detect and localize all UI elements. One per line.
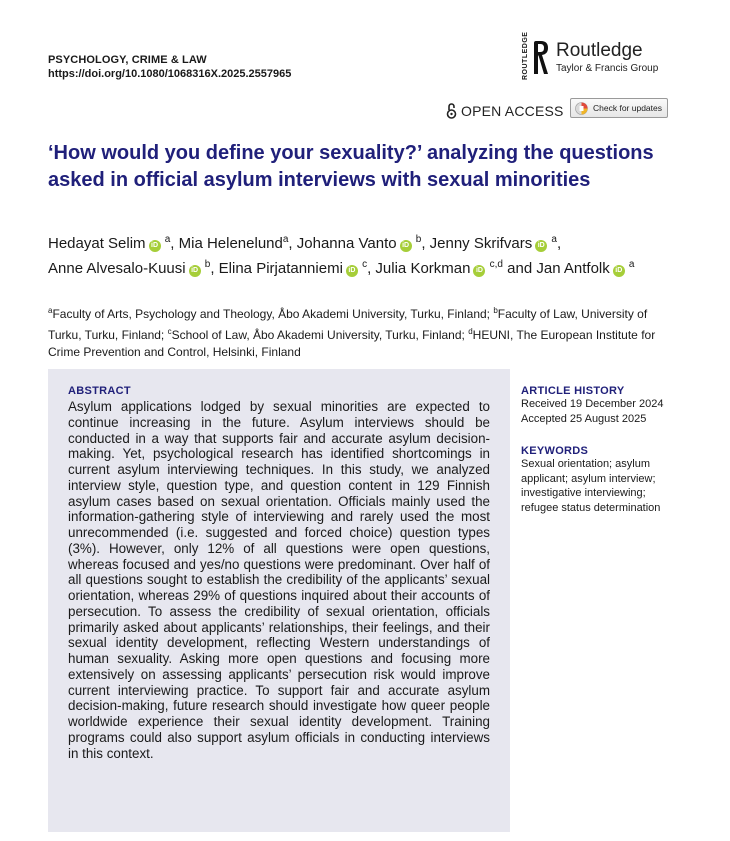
author-affiliation-mark: b <box>204 259 211 270</box>
article-history-heading: ARTICLE HISTORY <box>521 385 625 397</box>
orcid-icon[interactable]: iD <box>613 265 625 277</box>
abstract-text: Asylum applications lodged by sexual minorities are expected to continue increasing in the future. Asylum interviews should be conducted in a way that supports fair and accurate asylum decision-making. Yet, psychological research has identified shortcomings in current asylum interviewing techniques. In this study, we analyzed interview style, question type, and question content in 129 Finnish asylum cases based on sexual orientation. Officials mainly used the information-gathering style of interviewing and rarely used the most unrecommended (i.e. suggested and forced choice) question types (3%). However, only 12% of all questions were open questions, whereas focused and yes/no questions were predominant. Over half of all questions sought to establish the credibility of the applicants’ sexual orientation, whereas 29% of questions inquired about their accounts of persecution. To assess the credibility of sexual orientation, officials primarily asked about applicants’ relationships, their feelings, and their sexual identity development, reflecting Western understandings of human sexuality. Asking more open questions and focusing more extensively on assessing applicants’ persecution risk would improve current interviewing practice. To support fair and accurate asylum decision-making, future research should investigate how queer people worldwide experience their sexual identity development. Training programs could also support asylum officials in conducting interviews in this context. <box>68 399 490 761</box>
author-separator: , <box>367 260 376 277</box>
author-affiliation-mark: a <box>164 234 171 245</box>
affiliation-text: Faculty of Law, University of Turku, Turku, Finland; <box>48 307 648 342</box>
author-name[interactable]: Jan Antfolk <box>536 260 610 277</box>
publisher-logo <box>522 31 659 80</box>
author[interactable] <box>430 235 557 252</box>
publisher-vertical-label: ROUTLEDGE <box>522 31 529 80</box>
abstract-heading: ABSTRACT <box>68 385 131 397</box>
keyword-line: refugee status determination <box>521 501 661 514</box>
author-list <box>48 229 648 279</box>
keyword-line: Sexual orientation; asylum <box>521 458 651 470</box>
orcid-icon[interactable]: iD <box>400 240 412 252</box>
affiliation-text: HEUNI, The European Institute for Crime Prevention and Control, Helsinki, Finland <box>48 328 656 359</box>
author[interactable] <box>297 235 422 252</box>
crossmark-icon <box>575 102 588 115</box>
author-name[interactable]: Elina Pirjatanniemi <box>218 260 343 277</box>
author-affiliation-mark: a <box>551 234 557 245</box>
author-name[interactable]: Julia Korkman <box>375 260 471 277</box>
received-date: Received 19 December 2024 <box>521 398 664 410</box>
affiliation-mark: c <box>167 327 172 336</box>
author-name[interactable]: Anne Alvesalo-Kuusi <box>48 260 186 277</box>
journal-name: PSYCHOLOGY, CRIME & LAW <box>48 54 207 66</box>
keywords-heading: KEYWORDS <box>521 445 589 457</box>
publisher-name: Routledge <box>556 40 643 61</box>
author-affiliation-mark: c,d <box>489 259 503 270</box>
author[interactable] <box>219 260 367 277</box>
open-access-badge <box>446 103 564 119</box>
author-name[interactable]: Jenny Skrifvars <box>429 235 533 252</box>
author[interactable] <box>375 260 503 277</box>
author-affiliation-mark: b <box>415 234 422 245</box>
article-history <box>521 385 691 426</box>
keywords-section <box>521 445 691 515</box>
keyword-line: investigative interviewing; <box>521 487 646 499</box>
author-separator: , <box>170 235 179 252</box>
author-separator: , <box>421 235 430 252</box>
affiliations <box>48 302 668 361</box>
affiliation-mark: a <box>48 306 53 315</box>
author-affiliation-mark: a <box>628 259 635 270</box>
affiliation-text: Faculty of Arts, Psychology and Theology, Åbo Akademi University, Turku, Finland; <box>52 307 494 321</box>
orcid-icon[interactable]: iD <box>473 265 485 277</box>
orcid-icon[interactable]: iD <box>149 240 161 252</box>
author-affiliation-mark: c <box>362 259 368 270</box>
affiliation-text: School of Law, Åbo Akademi University, Turku, Finland; <box>171 328 469 342</box>
affiliation-mark: d <box>468 327 473 336</box>
orcid-icon[interactable]: iD <box>346 265 358 277</box>
author-separator: , <box>288 235 297 252</box>
author-name[interactable]: Hedayat Selim <box>48 235 146 252</box>
orcid-icon[interactable]: iD <box>535 240 547 252</box>
check-for-updates-button[interactable] <box>570 98 668 118</box>
author-separator: and <box>502 260 537 277</box>
author[interactable] <box>536 260 634 277</box>
accepted-date: Accepted 25 August 2025 <box>521 412 647 425</box>
keyword-line: applicant; asylum interview; <box>521 472 656 485</box>
author-affiliation-mark: a <box>282 234 289 245</box>
orcid-icon[interactable]: iD <box>189 265 201 277</box>
author[interactable] <box>48 235 170 252</box>
article-title: ‘How would you define your sexuality?’ analyzing the questions asked in official asylum interviews with sexual minorities <box>48 142 654 191</box>
open-access-label: OPEN ACCESS <box>461 103 564 119</box>
publisher-group: Taylor & Francis Group <box>556 63 659 74</box>
doi-link[interactable]: https://doi.org/10.1080/1068316X.2025.2557965 <box>48 68 292 80</box>
check-for-updates-label: Check for updates <box>593 103 662 113</box>
author[interactable] <box>179 235 289 252</box>
affiliation-mark: b <box>493 306 498 315</box>
author-name[interactable]: Mia Helenelund <box>178 235 283 252</box>
author-name[interactable]: Johanna Vanto <box>296 235 397 252</box>
open-lock-icon <box>446 103 457 119</box>
author[interactable] <box>48 260 210 277</box>
author-separator: , <box>556 235 562 252</box>
routledge-r-icon <box>532 40 550 76</box>
author-separator: , <box>210 260 219 277</box>
